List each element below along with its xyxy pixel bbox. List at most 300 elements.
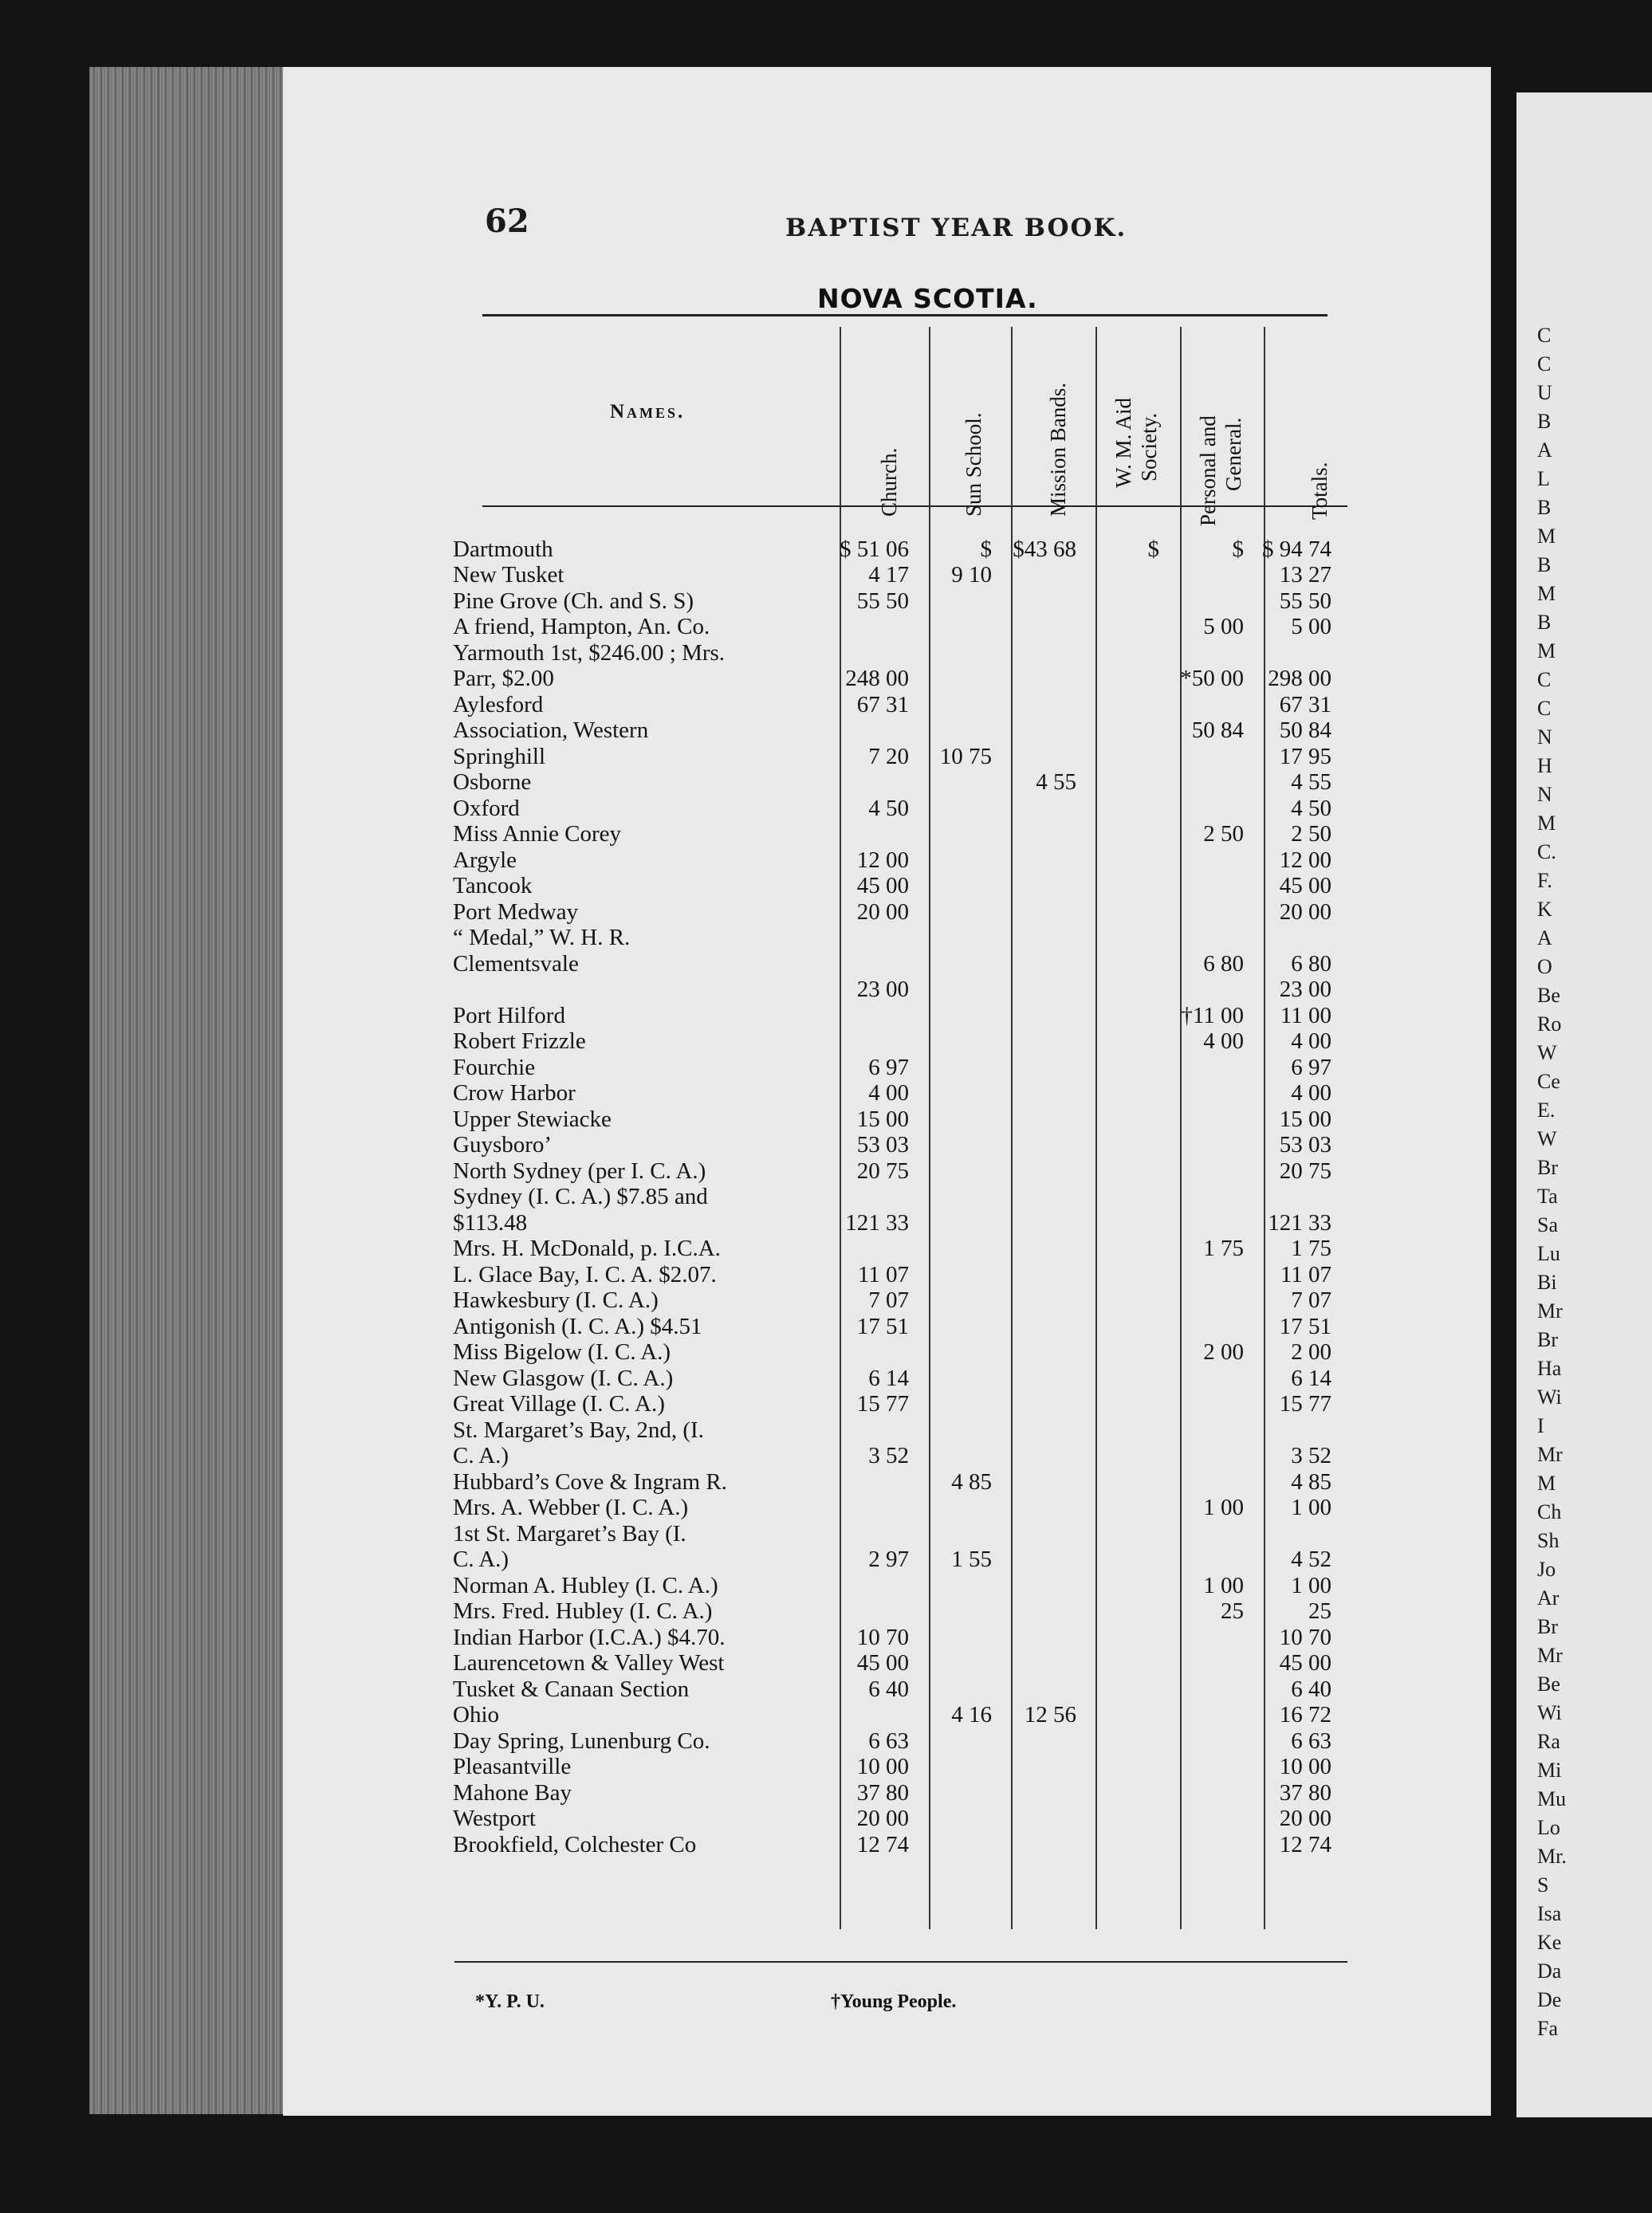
facing-page-text-fragment: Jo [1537,1558,1556,1581]
total-amount: 4 00 [1291,1080,1331,1106]
mission-bands-amount [992,821,1076,847]
facing-page-text-fragment: N [1537,783,1552,806]
table-row [453,795,1331,821]
table-row [453,562,1331,588]
facing-page-text-fragment: Ha [1537,1357,1562,1380]
church-amount [828,1417,909,1443]
church-amount [828,1572,909,1598]
total-amount: 55 50 [1279,588,1331,614]
facing-page-text-fragment: B [1537,611,1552,634]
total-amount: 4 55 [1291,769,1331,795]
church-amount: 6 97 [868,1054,909,1080]
table-row [453,769,1331,796]
sun-school-amount [909,769,992,796]
table-row [453,1028,1331,1055]
wm-aid-amount [1076,1572,1159,1598]
wm-aid-amount [1076,821,1159,847]
total-amount: 12 00 [1279,847,1331,873]
church-amount [828,1468,909,1495]
personal-general-amount: 2 00 [1203,1339,1244,1365]
table-row [453,1520,1331,1547]
total-amount: 3 52 [1291,1443,1331,1468]
personal-general-amount [1159,1132,1244,1158]
wm-aid-amount [1076,950,1159,977]
contributor-name: Osborne [453,769,532,795]
facing-page-text-fragment: Ta [1537,1185,1558,1208]
facing-page-text-fragment: Ch [1537,1500,1562,1523]
table-row [453,977,1331,1003]
personal-general-amount [1159,1080,1244,1106]
mission-bands-amount [992,1028,1076,1055]
wm-aid-amount [1076,873,1159,899]
personal-general-amount [1159,1728,1244,1754]
personal-general-amount [1159,1702,1244,1728]
facing-page-text-fragment: Mr [1537,1644,1563,1667]
facing-page-text-fragment: M [1537,639,1556,662]
sun-school-amount [909,795,992,821]
mission-bands-amount [992,588,1076,614]
personal-general-amount [1159,691,1244,717]
table-row [453,1547,1331,1573]
contributor-name: Hubbard’s Cove & Ingram R. [453,1468,727,1495]
church-amount: 55 50 [856,588,909,614]
facing-page-text-fragment: S [1537,1873,1549,1897]
personal-general-amount [1159,1754,1244,1780]
sun-school-amount [909,1754,992,1780]
contributor-name: L. Glace Bay, I. C. A. $2.07. [453,1261,717,1287]
contributor-name: Mrs. A. Webber (I. C. A.) [453,1495,689,1520]
contributor-name: Parr, $2.00 [453,666,554,691]
table-row [453,1806,1331,1832]
total-amount: 37 80 [1279,1779,1331,1806]
mission-bands-amount [992,873,1076,899]
sun-school-amount [909,1650,992,1676]
mission-bands-amount [992,1754,1076,1780]
personal-general-amount [1159,1650,1244,1676]
table-row [453,1754,1331,1780]
personal-general-amount [1159,562,1244,588]
wm-aid-amount [1076,717,1159,744]
sun-school-amount [909,666,992,692]
table-row [453,1339,1331,1366]
wm-aid-amount [1076,743,1159,769]
mission-bands-amount [992,691,1076,717]
contributor-name [453,977,828,1003]
mission-bands-amount [992,1132,1076,1158]
contributor-name: Guysboro’ [453,1132,553,1158]
facing-page-text-fragment: I [1537,1414,1544,1437]
sun-school-amount [909,1106,992,1132]
church-amount [828,821,909,847]
table-row [453,1572,1331,1598]
total-amount: 13 27 [1279,562,1331,588]
mission-bands-amount [992,1520,1076,1547]
church-amount: 4 00 [868,1080,909,1106]
wm-aid-amount [1076,1236,1159,1262]
personal-general-amount: 2 50 [1203,821,1244,847]
church-amount: 37 80 [856,1779,909,1806]
mission-bands-amount [992,1339,1076,1366]
total-amount: 4 50 [1291,795,1331,821]
facing-page-text-fragment: M [1537,812,1556,835]
contributor-name: Antigonish (I. C. A.) $4.51 [453,1313,702,1339]
sun-school-amount [909,1028,992,1055]
church-amount: 2 97 [868,1547,909,1572]
sun-school-amount [909,1132,992,1158]
wm-aid-amount [1076,1054,1159,1080]
sun-school-amount [909,1365,992,1391]
church-amount: 20 00 [856,1806,909,1831]
facing-page-text-fragment: Br [1537,1328,1558,1351]
church-amount: 11 07 [857,1261,909,1287]
table-row [453,1598,1331,1625]
total-amount: 6 63 [1291,1728,1331,1754]
book-page-edges [89,67,285,2114]
wm-aid-amount [1076,639,1159,666]
mission-bands-amount [992,1443,1076,1469]
mission-bands-amount [992,977,1076,1003]
table-row [453,821,1331,847]
personal-general-amount [1159,1520,1244,1547]
total-amount: 20 00 [1279,1806,1331,1831]
contributor-name: Aylesford [453,691,544,717]
mission-bands-amount [992,666,1076,692]
mission-bands-amount [992,1236,1076,1262]
total-amount: 25 [1308,1598,1331,1624]
facing-page-text-fragment: W [1537,1127,1557,1150]
contributor-name: Association, Western [453,717,649,743]
names-column-header: Names. [610,401,686,423]
total-amount [1244,925,1331,951]
wm-aid-amount [1076,1287,1159,1314]
mission-bands-amount [992,1650,1076,1676]
table-row [453,1132,1331,1158]
total-amount: 6 80 [1291,950,1331,977]
personal-general-amount: 6 80 [1203,950,1244,977]
facing-page-text-fragment: W [1537,1041,1557,1064]
table-row [453,743,1331,769]
facing-page-text-fragment: De [1537,1988,1562,2011]
footnote-ypu: *Y. P. U. [475,1991,545,2012]
personal-general-amount: $ [1232,536,1244,562]
sun-school-amount [909,847,992,873]
personal-general-amount: 50 84 [1191,717,1244,743]
contributor-name: Brookfield, Colchester Co [453,1831,697,1857]
total-amount [1244,639,1331,666]
wm-aid-column-header-line2: Society. [1137,413,1161,482]
sun-school-amount [909,821,992,847]
sun-school-amount [909,639,992,666]
total-amount: 20 75 [1279,1158,1331,1184]
mission-bands-amount [992,795,1076,821]
contributor-name: Pleasantville [453,1754,572,1779]
contributor-name: Westport [453,1806,536,1831]
facing-page-text-fragment: Mr [1537,1443,1563,1466]
table-row [453,925,1331,951]
contributor-name: Port Hilford [453,1002,565,1028]
wm-aid-amount [1076,1261,1159,1287]
mission-bands-amount [992,1598,1076,1625]
table-row [453,1313,1331,1339]
personal-general-amount [1159,925,1244,951]
wm-aid-amount [1076,1339,1159,1366]
personal-general-amount [1159,1391,1244,1417]
total-amount: 6 14 [1291,1365,1331,1391]
facing-page-text-fragment: C [1537,668,1552,691]
mission-bands-amount [992,1080,1076,1106]
facing-page-text-fragment: Isa [1537,1902,1562,1925]
total-amount: 5 00 [1291,614,1331,639]
contributor-name: Sydney (I. C. A.) $7.85 and [453,1184,708,1209]
church-amount: 23 00 [856,977,909,1002]
personal-general-amount [1159,1158,1244,1184]
mission-bands-amount [992,925,1076,951]
contributor-name: Oxford [453,795,520,821]
contributor-name: A friend, Hampton, An. Co. [453,614,710,639]
wm-aid-amount [1076,977,1159,1003]
mission-bands-amount: $43 68 [1013,536,1076,562]
sun-school-column-header: Sun School. [962,412,985,517]
mission-bands-amount [992,562,1076,588]
contributor-name: Pine Grove (Ch. and S. S) [453,588,694,614]
personal-general-amount: †11 00 [1181,1002,1244,1028]
sun-school-amount [909,1261,992,1287]
church-amount [828,1702,909,1728]
facing-page-text-fragment: Be [1537,984,1560,1007]
facing-page-text-fragment: B [1537,553,1552,576]
church-amount: 12 74 [856,1831,909,1857]
total-amount: 2 50 [1291,821,1331,847]
church-amount: 45 00 [856,1650,909,1676]
wm-aid-amount [1076,1831,1159,1857]
facing-page-text-fragment: N [1537,725,1552,749]
church-amount: 4 50 [868,795,909,821]
facing-page-text-fragment: C [1537,324,1552,347]
wm-aid-amount [1076,1624,1159,1650]
mission-bands-amount [992,1313,1076,1339]
personal-general-amount [1159,1831,1244,1857]
sun-school-amount [909,1339,992,1366]
wm-aid-amount [1076,1132,1159,1158]
contributor-name: Robert Frizzle [453,1028,586,1054]
total-amount: 45 00 [1279,1650,1331,1676]
total-amount: 1 75 [1291,1236,1331,1261]
church-amount: 121 33 [845,1209,909,1236]
church-amount: 67 31 [856,691,909,717]
sun-school-amount [909,1184,992,1210]
contributions-table [453,536,1331,1857]
wm-aid-amount [1076,1806,1159,1832]
total-amount [1244,1520,1331,1547]
table-row [453,1728,1331,1754]
mission-bands-amount [992,717,1076,744]
personal-general-amount [1159,588,1244,614]
table-row [453,1184,1331,1210]
facing-page-text-fragment: Be [1537,1673,1560,1696]
mission-bands-amount: 12 56 [1024,1702,1076,1728]
facing-page-text-fragment: Mi [1537,1759,1562,1782]
facing-page-text-fragment: Da [1537,1959,1562,1983]
wm-aid-amount [1076,1650,1159,1676]
mission-bands-amount [992,1572,1076,1598]
facing-page-text-fragment: Sh [1537,1529,1560,1552]
total-amount: 6 40 [1291,1676,1331,1702]
table-row [453,1417,1331,1443]
church-amount: 45 00 [856,873,909,898]
total-amount: 298 00 [1268,666,1331,691]
table-row [453,1054,1331,1080]
sun-school-amount [909,1598,992,1625]
facing-page-text-fragment: Mr. [1537,1845,1567,1868]
church-amount: $ 51 06 [840,536,909,562]
mission-bands-amount [992,1106,1076,1132]
sun-school-amount: 1 55 [951,1547,992,1572]
table-row [453,1209,1331,1236]
personal-general-amount: 1 00 [1203,1572,1244,1598]
contributor-name: Yarmouth 1st, $246.00 ; Mrs. [453,639,726,666]
mission-bands-amount [992,1417,1076,1443]
table-row [453,1106,1331,1132]
wm-aid-amount [1076,925,1159,951]
wm-aid-column-header-line1: W. M. Aid [1111,397,1135,488]
sun-school-amount [909,950,992,977]
facing-page-text-fragment: B [1537,410,1552,433]
wm-aid-amount [1076,1779,1159,1806]
sun-school-amount: $ [980,536,992,562]
mission-bands-amount: 4 55 [1036,769,1076,795]
church-amount [828,1598,909,1625]
table-row [453,614,1331,640]
wm-aid-amount [1076,1676,1159,1702]
contributor-name: Mrs. H. McDonald, p. I.C.A. [453,1236,721,1261]
personal-general-amount [1159,769,1244,796]
church-amount [828,614,909,640]
contributor-name: Mahone Bay [453,1779,572,1806]
sun-school-amount [909,873,992,899]
contributor-name: New Glasgow (I. C. A.) [453,1365,674,1391]
personal-general-amount [1159,1106,1244,1132]
sun-school-amount [909,925,992,951]
table-bottom-rule [454,1961,1347,1963]
church-amount: 15 77 [856,1391,909,1417]
mission-bands-column-header: Mission Bands. [1046,382,1070,517]
church-amount [828,1520,909,1547]
church-amount [828,1495,909,1521]
contributor-name: Fourchie [453,1054,536,1080]
facing-page-text-fragment: U [1537,381,1552,404]
church-amount: 10 70 [856,1624,909,1650]
church-amount [828,925,909,951]
church-amount: 6 14 [868,1365,909,1391]
sun-school-amount [909,1676,992,1702]
total-amount: 1 00 [1291,1572,1331,1598]
wm-aid-amount [1076,769,1159,796]
sun-school-amount [909,1728,992,1754]
church-amount: 7 07 [868,1287,909,1313]
wm-aid-amount [1076,1002,1159,1028]
table-row [453,847,1331,873]
wm-aid-amount [1076,1391,1159,1417]
personal-general-amount [1159,743,1244,769]
facing-page-text-fragment: Ar [1537,1586,1560,1610]
facing-page-text-fragment: Wi [1537,1386,1562,1409]
table-row [453,1624,1331,1650]
personal-general-amount [1159,1313,1244,1339]
wm-aid-amount [1076,898,1159,925]
wm-aid-amount [1076,1184,1159,1210]
contributor-name: North Sydney (per I. C. A.) [453,1158,706,1184]
sun-school-amount [909,1520,992,1547]
personal-general-amount [1159,1443,1244,1469]
church-amount [828,769,909,796]
sun-school-amount: 4 16 [951,1702,992,1728]
sun-school-amount [909,1443,992,1469]
sun-school-amount [909,1054,992,1080]
total-amount: 4 85 [1291,1468,1331,1495]
sun-school-amount [909,1624,992,1650]
facing-page-text-fragment: K [1537,898,1552,921]
table-row [453,639,1331,666]
mission-bands-amount [992,1002,1076,1028]
total-amount [1244,1184,1331,1210]
contributor-name: Great Village (I. C. A.) [453,1391,665,1417]
contributor-name: Laurencetown & Valley West [453,1650,725,1676]
personal-general-amount [1159,1287,1244,1314]
mission-bands-amount [992,950,1076,977]
church-amount [828,1339,909,1366]
table-row [453,1779,1331,1806]
personal-general-amount [1159,1365,1244,1391]
mission-bands-amount [992,847,1076,873]
church-amount [828,1236,909,1262]
facing-page-text-fragment: F. [1537,869,1552,892]
church-amount: 248 00 [845,666,909,691]
mission-bands-amount [992,1624,1076,1650]
facing-page-text-fragment: Br [1537,1615,1558,1638]
wm-aid-amount [1076,1158,1159,1184]
total-amount: 20 00 [1279,898,1331,925]
facing-page-text-fragment: Mu [1537,1787,1567,1810]
contributor-name: Miss Bigelow (I. C. A.) [453,1339,671,1365]
sun-school-amount [909,1779,992,1806]
sun-school-amount [909,1158,992,1184]
table-row [453,950,1331,977]
facing-page-text-fragment: C [1537,352,1552,375]
total-amount: 1 00 [1291,1495,1331,1520]
sun-school-amount [909,614,992,640]
mission-bands-amount [992,1261,1076,1287]
contributor-name: Indian Harbor (I.C.A.) $4.70. [453,1624,726,1650]
total-amount: 45 00 [1279,873,1331,898]
mission-bands-amount [992,1547,1076,1573]
mission-bands-amount [992,639,1076,666]
total-amount: 17 51 [1279,1313,1331,1339]
personal-general-amount [1159,873,1244,899]
church-amount [828,717,909,744]
wm-aid-amount [1076,1365,1159,1391]
section-title: NOVA SCOTIA. [817,283,1038,314]
personal-general-amount [1159,1624,1244,1650]
contributor-name: St. Margaret’s Bay, 2nd, (I. [453,1417,704,1443]
wm-aid-amount [1076,847,1159,873]
church-amount [828,639,909,666]
contributor-name: Tusket & Canaan Section [453,1676,690,1702]
contributor-name: C. A.) [453,1547,509,1572]
personal-general-amount: *50 00 [1180,666,1244,691]
facing-page-text-fragment: L [1537,467,1550,490]
table-row [453,1495,1331,1521]
church-amount: 6 40 [868,1676,909,1702]
